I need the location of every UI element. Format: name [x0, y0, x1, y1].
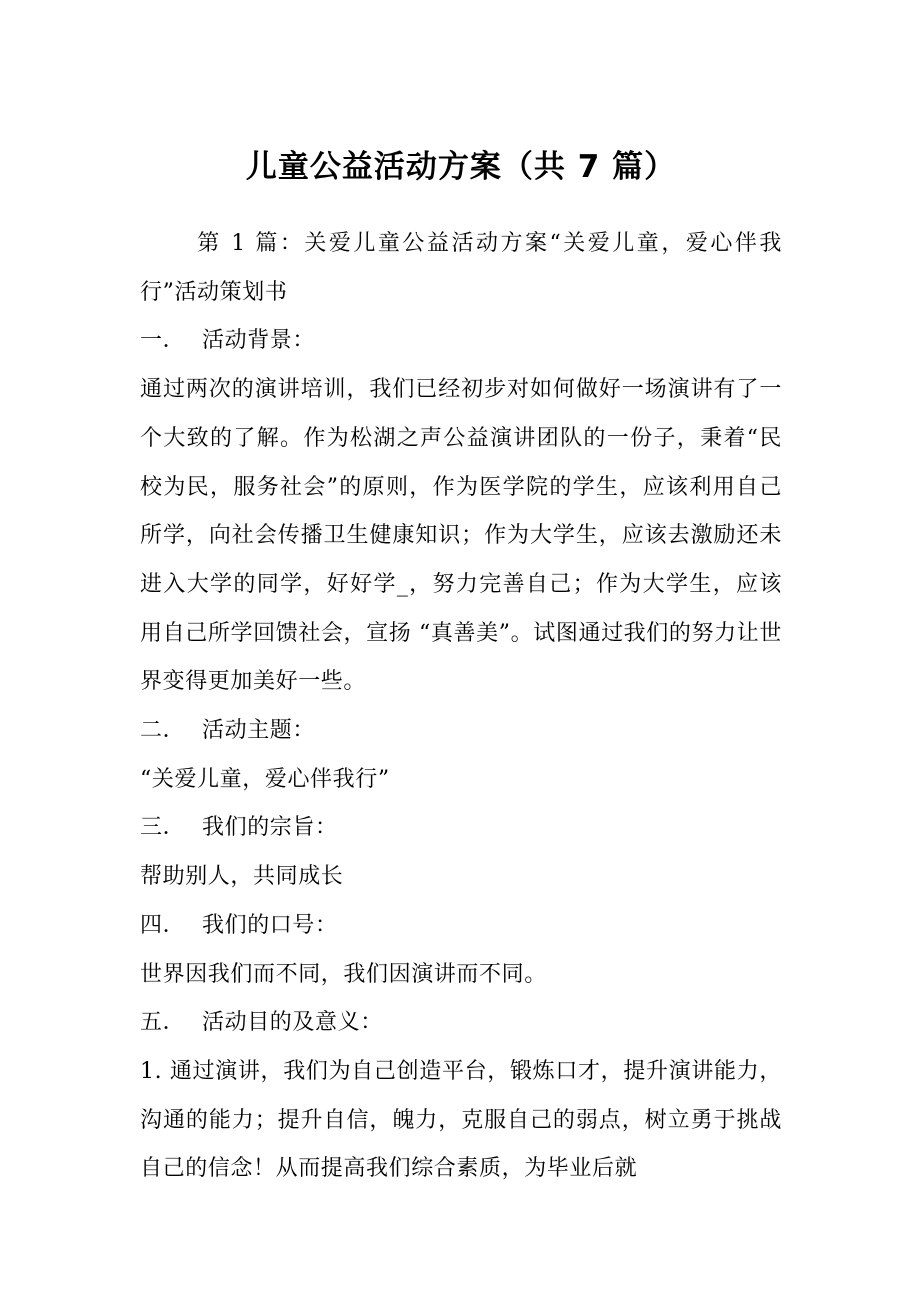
goals-paragraph: 1. 通过演讲，我们为自己创造平台，锻炼口才，提升演讲能力，沟通的能力；提升自信，魄力，克服自己的弱点，树立勇于挑战自己的信念！从而提高我们综合素质，为毕业后就 [140, 1058, 782, 1182]
slogan-paragraph: 世界因我们而不同，我们因演讲而不同。 [140, 961, 547, 987]
section-heading-theme [140, 707, 782, 756]
document-title: 儿童公益活动方案（共 7 篇） [245, 149, 677, 185]
section-number: 一． [140, 328, 186, 354]
section-number: 五． [140, 1010, 186, 1036]
intro-paragraph: 第 1 篇：关爱儿童公益活动方案“关爱儿童，爱心伴我行”活动策划书 [140, 231, 782, 305]
section-heading-text: 活动主题： [202, 718, 316, 744]
section-heading-background [140, 317, 782, 366]
section-heading-purpose [140, 804, 782, 853]
section-heading-text: 活动目的及意义： [202, 1010, 383, 1036]
theme-paragraph: “关爱儿童，爱心伴我行” [140, 766, 390, 792]
purpose-paragraph: 帮助别人，共同成长 [140, 864, 344, 890]
section-number: 四． [140, 912, 186, 938]
background-paragraph: 通过两次的演讲培训，我们已经初步对如何做好一场演讲有了一个大致的了解。作为松湖之声公益演讲团队的一份子，秉着“民校为民，服务社会”的原则，作为医学院的学生，应该利用自己所学，向社会传播卫生健康知识；作为大学生，应该去激励还未进入大学的同学，好好学_，努力完善自己；作为大学生，应该用自己所学回馈社会，宣扬 “真善美”。试图通过我们的努力让世界变得更加美好一些。 [140, 377, 782, 695]
section-number: 三． [140, 815, 186, 841]
section-heading-slogan [140, 902, 782, 951]
section-heading-text: 我们的宗旨： [202, 815, 338, 841]
section-heading-goals [140, 999, 782, 1048]
section-heading-text: 活动背景： [202, 328, 316, 354]
section-number: 二． [140, 718, 186, 744]
document-body [140, 220, 782, 1194]
section-heading-text: 我们的口号： [202, 912, 338, 938]
